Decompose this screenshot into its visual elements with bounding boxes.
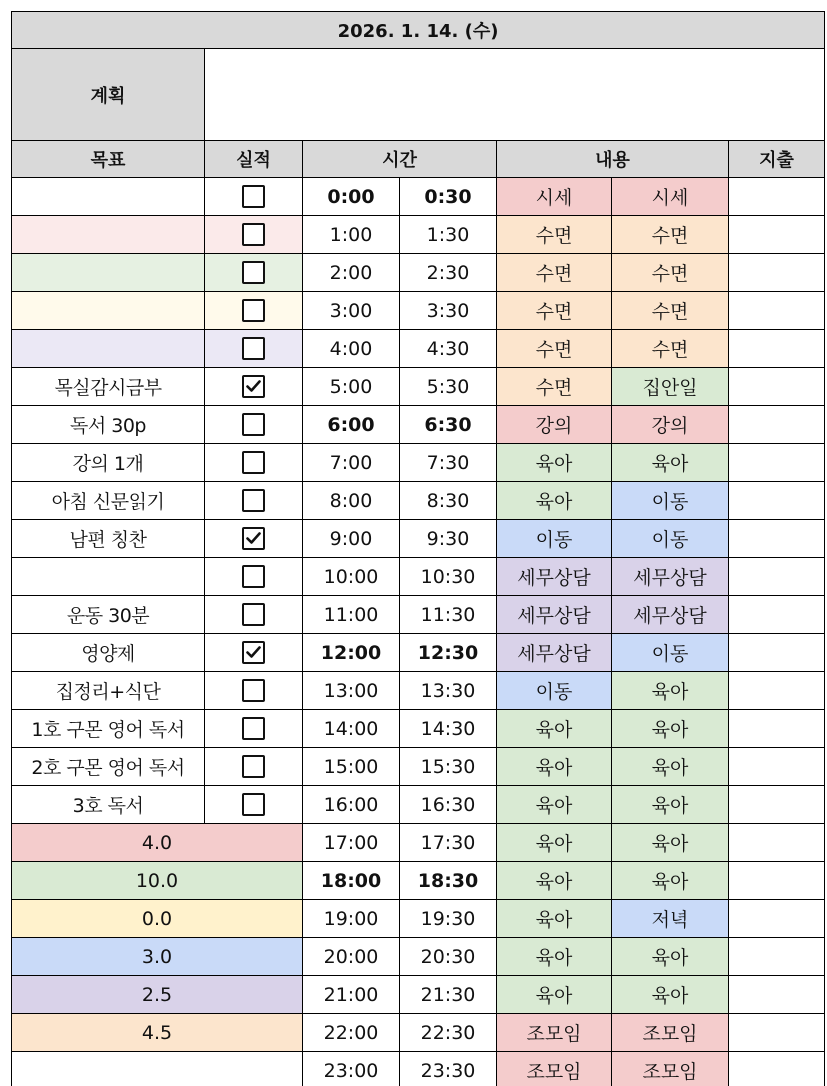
start-time-cell[interactable]: 0:00 <box>303 178 400 216</box>
end-time-cell[interactable]: 18:30 <box>400 862 497 900</box>
end-time-cell[interactable]: 9:30 <box>400 520 497 558</box>
content-cell-second[interactable]: 조모임 <box>612 1014 729 1052</box>
goal-cell[interactable]: 독서 30p <box>12 406 205 444</box>
checked-checkbox[interactable] <box>242 375 265 398</box>
content-cell-second[interactable]: 육아 <box>612 748 729 786</box>
expense-cell[interactable] <box>729 254 825 292</box>
goal-cell[interactable]: 남편 칭찬 <box>12 520 205 558</box>
content-cell-second[interactable]: 육아 <box>612 938 729 976</box>
expense-cell[interactable] <box>729 406 825 444</box>
content-cell-first[interactable]: 세무상담 <box>497 634 612 672</box>
goal-cell[interactable]: 1호 구몬 영어 독서 <box>12 710 205 748</box>
unchecked-checkbox[interactable] <box>242 299 265 322</box>
start-time-cell[interactable]: 20:00 <box>303 938 400 976</box>
expense-cell[interactable] <box>729 216 825 254</box>
end-time-cell[interactable]: 21:30 <box>400 976 497 1014</box>
expense-cell[interactable] <box>729 292 825 330</box>
content-cell-second[interactable]: 육아 <box>612 710 729 748</box>
content-cell-first[interactable]: 세무상담 <box>497 558 612 596</box>
content-cell-second[interactable]: 이동 <box>612 634 729 672</box>
end-time-cell[interactable]: 1:30 <box>400 216 497 254</box>
goal-cell[interactable] <box>12 254 205 292</box>
plan-label: 계획 <box>12 49 205 141</box>
content-cell-second[interactable]: 육아 <box>612 672 729 710</box>
daily-planner-sheet <box>11 11 826 1086</box>
unchecked-checkbox[interactable] <box>242 565 265 588</box>
goal-cell[interactable]: 아침 신문읽기 <box>12 482 205 520</box>
content-cell-first[interactable]: 육아 <box>497 710 612 748</box>
summary-hours-cell[interactable] <box>12 1052 303 1086</box>
end-time-cell[interactable]: 7:30 <box>400 444 497 482</box>
content-cell-second[interactable]: 육아 <box>612 862 729 900</box>
content-cell-first[interactable]: 세무상담 <box>497 596 612 634</box>
unchecked-checkbox[interactable] <box>242 755 265 778</box>
end-time-cell[interactable]: 20:30 <box>400 938 497 976</box>
content-cell-first[interactable]: 육아 <box>497 444 612 482</box>
done-cell[interactable] <box>205 216 303 254</box>
start-time-cell[interactable]: 21:00 <box>303 976 400 1014</box>
content-cell-second[interactable]: 시세 <box>612 178 729 216</box>
end-time-cell[interactable]: 8:30 <box>400 482 497 520</box>
content-cell-first[interactable]: 육아 <box>497 862 612 900</box>
end-time-cell[interactable]: 4:30 <box>400 330 497 368</box>
date-title[interactable]: 2026. 1. 14. (수) <box>12 12 825 49</box>
content-cell-first[interactable]: 조모임 <box>497 1052 612 1086</box>
expense-cell[interactable] <box>729 178 825 216</box>
content-cell-second[interactable]: 이동 <box>612 520 729 558</box>
done-header: 실적 <box>205 141 303 178</box>
content-cell-second[interactable]: 강의 <box>612 406 729 444</box>
start-time-cell[interactable]: 4:00 <box>303 330 400 368</box>
time-row <box>12 634 825 672</box>
time-row <box>12 1052 825 1086</box>
content-cell-second[interactable]: 집안일 <box>612 368 729 406</box>
expense-header: 지출 <box>729 141 825 178</box>
time-row <box>12 330 825 368</box>
end-time-cell[interactable]: 5:30 <box>400 368 497 406</box>
time-header: 시간 <box>303 141 497 178</box>
time-row <box>12 900 825 938</box>
content-cell-first[interactable]: 육아 <box>497 976 612 1014</box>
unchecked-checkbox[interactable] <box>242 185 265 208</box>
planner-table <box>11 11 825 1086</box>
time-row <box>12 938 825 976</box>
end-time-cell[interactable]: 6:30 <box>400 406 497 444</box>
start-time-cell[interactable]: 14:00 <box>303 710 400 748</box>
goal-cell[interactable]: 영양제 <box>12 634 205 672</box>
time-row <box>12 444 825 482</box>
time-row <box>12 482 825 520</box>
expense-cell[interactable] <box>729 710 825 748</box>
done-cell[interactable] <box>205 330 303 368</box>
expense-cell[interactable] <box>729 1014 825 1052</box>
expense-cell[interactable] <box>729 520 825 558</box>
done-cell[interactable] <box>205 444 303 482</box>
content-cell-first[interactable]: 수면 <box>497 216 612 254</box>
content-cell-second[interactable]: 육아 <box>612 786 729 824</box>
done-cell[interactable] <box>205 368 303 406</box>
start-time-cell[interactable]: 7:00 <box>303 444 400 482</box>
content-cell-second[interactable]: 육아 <box>612 824 729 862</box>
start-time-cell[interactable]: 13:00 <box>303 672 400 710</box>
end-time-cell[interactable]: 10:30 <box>400 558 497 596</box>
content-cell-second[interactable]: 육아 <box>612 976 729 1014</box>
expense-cell[interactable] <box>729 1052 825 1086</box>
goal-cell[interactable]: 강의 1개 <box>12 444 205 482</box>
plan-row <box>12 49 825 141</box>
end-time-cell[interactable]: 13:30 <box>400 672 497 710</box>
content-cell-second[interactable]: 육아 <box>612 444 729 482</box>
time-row <box>12 596 825 634</box>
start-time-cell[interactable]: 11:00 <box>303 596 400 634</box>
start-time-cell[interactable]: 19:00 <box>303 900 400 938</box>
done-cell[interactable] <box>205 406 303 444</box>
done-cell[interactable] <box>205 520 303 558</box>
end-time-cell[interactable]: 23:30 <box>400 1052 497 1086</box>
time-row <box>12 178 825 216</box>
content-cell-second[interactable]: 저녁 <box>612 900 729 938</box>
expense-cell[interactable] <box>729 444 825 482</box>
summary-hours-cell[interactable]: 4.0 <box>12 824 303 862</box>
time-row <box>12 292 825 330</box>
content-cell-first[interactable]: 육아 <box>497 938 612 976</box>
start-time-cell[interactable]: 23:00 <box>303 1052 400 1086</box>
expense-cell[interactable] <box>729 862 825 900</box>
unchecked-checkbox[interactable] <box>242 679 265 702</box>
unchecked-checkbox[interactable] <box>242 223 265 246</box>
summary-hours-cell[interactable]: 2.5 <box>12 976 303 1014</box>
start-time-cell[interactable]: 22:00 <box>303 1014 400 1052</box>
start-time-cell[interactable]: 16:00 <box>303 786 400 824</box>
content-cell-second[interactable]: 이동 <box>612 482 729 520</box>
content-cell-first[interactable]: 수면 <box>497 292 612 330</box>
time-row <box>12 976 825 1014</box>
goal-header: 목표 <box>12 141 205 178</box>
content-cell-second[interactable]: 세무상담 <box>612 558 729 596</box>
expense-cell[interactable] <box>729 786 825 824</box>
expense-cell[interactable] <box>729 330 825 368</box>
goal-cell[interactable]: 목실감시금부 <box>12 368 205 406</box>
summary-hours-cell[interactable]: 10.0 <box>12 862 303 900</box>
unchecked-checkbox[interactable] <box>242 261 265 284</box>
time-row <box>12 710 825 748</box>
done-cell[interactable] <box>205 786 303 824</box>
time-row <box>12 1014 825 1052</box>
expense-cell[interactable] <box>729 672 825 710</box>
end-time-cell[interactable]: 3:30 <box>400 292 497 330</box>
expense-cell[interactable] <box>729 976 825 1014</box>
content-cell-first[interactable]: 육아 <box>497 748 612 786</box>
start-time-cell[interactable]: 9:00 <box>303 520 400 558</box>
goal-cell[interactable] <box>12 178 205 216</box>
start-time-cell[interactable]: 6:00 <box>303 406 400 444</box>
content-cell-second[interactable]: 수면 <box>612 254 729 292</box>
content-cell-first[interactable]: 수면 <box>497 254 612 292</box>
content-cell-first[interactable]: 강의 <box>497 406 612 444</box>
done-cell[interactable] <box>205 596 303 634</box>
content-cell-first[interactable]: 시세 <box>497 178 612 216</box>
start-time-cell[interactable]: 2:00 <box>303 254 400 292</box>
end-time-cell[interactable]: 17:30 <box>400 824 497 862</box>
expense-cell[interactable] <box>729 596 825 634</box>
unchecked-checkbox[interactable] <box>242 451 265 474</box>
plan-input-cell[interactable] <box>205 49 825 141</box>
checked-checkbox[interactable] <box>242 641 265 664</box>
content-cell-first[interactable]: 이동 <box>497 672 612 710</box>
start-time-cell[interactable]: 5:00 <box>303 368 400 406</box>
end-time-cell[interactable]: 22:30 <box>400 1014 497 1052</box>
unchecked-checkbox[interactable] <box>242 413 265 436</box>
date-title-row <box>12 12 825 49</box>
content-cell-second[interactable]: 조모임 <box>612 1052 729 1086</box>
time-row <box>12 672 825 710</box>
time-row <box>12 216 825 254</box>
goal-cell[interactable] <box>12 292 205 330</box>
end-time-cell[interactable]: 19:30 <box>400 900 497 938</box>
done-cell[interactable] <box>205 558 303 596</box>
end-time-cell[interactable]: 0:30 <box>400 178 497 216</box>
goal-cell[interactable]: 운동 30분 <box>12 596 205 634</box>
start-time-cell[interactable]: 8:00 <box>303 482 400 520</box>
end-time-cell[interactable]: 16:30 <box>400 786 497 824</box>
unchecked-checkbox[interactable] <box>242 603 265 626</box>
start-time-cell[interactable]: 17:00 <box>303 824 400 862</box>
end-time-cell[interactable]: 11:30 <box>400 596 497 634</box>
done-cell[interactable] <box>205 672 303 710</box>
goal-cell[interactable] <box>12 330 205 368</box>
start-time-cell[interactable]: 3:00 <box>303 292 400 330</box>
time-row <box>12 748 825 786</box>
content-cell-second[interactable]: 세무상담 <box>612 596 729 634</box>
header-row <box>12 141 825 178</box>
end-time-cell[interactable]: 12:30 <box>400 634 497 672</box>
start-time-cell[interactable]: 12:00 <box>303 634 400 672</box>
content-cell-first[interactable]: 육아 <box>497 900 612 938</box>
goal-cell[interactable] <box>12 558 205 596</box>
goal-cell[interactable]: 집정리+식단 <box>12 672 205 710</box>
expense-cell[interactable] <box>729 558 825 596</box>
expense-cell[interactable] <box>729 634 825 672</box>
time-row <box>12 824 825 862</box>
done-cell[interactable] <box>205 292 303 330</box>
content-cell-second[interactable]: 수면 <box>612 216 729 254</box>
content-cell-first[interactable]: 수면 <box>497 330 612 368</box>
start-time-cell[interactable]: 10:00 <box>303 558 400 596</box>
content-cell-first[interactable]: 이동 <box>497 520 612 558</box>
done-cell[interactable] <box>205 710 303 748</box>
done-cell[interactable] <box>205 482 303 520</box>
expense-cell[interactable] <box>729 938 825 976</box>
time-row <box>12 368 825 406</box>
done-cell[interactable] <box>205 254 303 292</box>
goal-cell[interactable]: 3호 독서 <box>12 786 205 824</box>
start-time-cell[interactable]: 1:00 <box>303 216 400 254</box>
content-cell-first[interactable]: 수면 <box>497 368 612 406</box>
time-row <box>12 254 825 292</box>
time-row <box>12 862 825 900</box>
unchecked-checkbox[interactable] <box>242 717 265 740</box>
content-cell-first[interactable]: 육아 <box>497 824 612 862</box>
summary-hours-cell[interactable]: 3.0 <box>12 938 303 976</box>
done-cell[interactable] <box>205 634 303 672</box>
unchecked-checkbox[interactable] <box>242 489 265 512</box>
time-row <box>12 558 825 596</box>
done-cell[interactable] <box>205 748 303 786</box>
end-time-cell[interactable]: 14:30 <box>400 710 497 748</box>
end-time-cell[interactable]: 2:30 <box>400 254 497 292</box>
expense-cell[interactable] <box>729 482 825 520</box>
content-cell-first[interactable]: 육아 <box>497 786 612 824</box>
goal-cell[interactable] <box>12 216 205 254</box>
expense-cell[interactable] <box>729 748 825 786</box>
start-time-cell[interactable]: 18:00 <box>303 862 400 900</box>
unchecked-checkbox[interactable] <box>242 793 265 816</box>
unchecked-checkbox[interactable] <box>242 337 265 360</box>
goal-cell[interactable]: 2호 구몬 영어 독서 <box>12 748 205 786</box>
content-cell-second[interactable]: 수면 <box>612 330 729 368</box>
start-time-cell[interactable]: 15:00 <box>303 748 400 786</box>
expense-cell[interactable] <box>729 824 825 862</box>
content-cell-first[interactable]: 육아 <box>497 482 612 520</box>
summary-hours-cell[interactable]: 0.0 <box>12 900 303 938</box>
time-row <box>12 786 825 824</box>
content-header: 내용 <box>497 141 729 178</box>
time-row <box>12 520 825 558</box>
end-time-cell[interactable]: 15:30 <box>400 748 497 786</box>
content-cell-second[interactable]: 수면 <box>612 292 729 330</box>
expense-cell[interactable] <box>729 900 825 938</box>
checked-checkbox[interactable] <box>242 527 265 550</box>
done-cell[interactable] <box>205 178 303 216</box>
content-cell-first[interactable]: 조모임 <box>497 1014 612 1052</box>
time-row <box>12 406 825 444</box>
summary-hours-cell[interactable]: 4.5 <box>12 1014 303 1052</box>
expense-cell[interactable] <box>729 368 825 406</box>
